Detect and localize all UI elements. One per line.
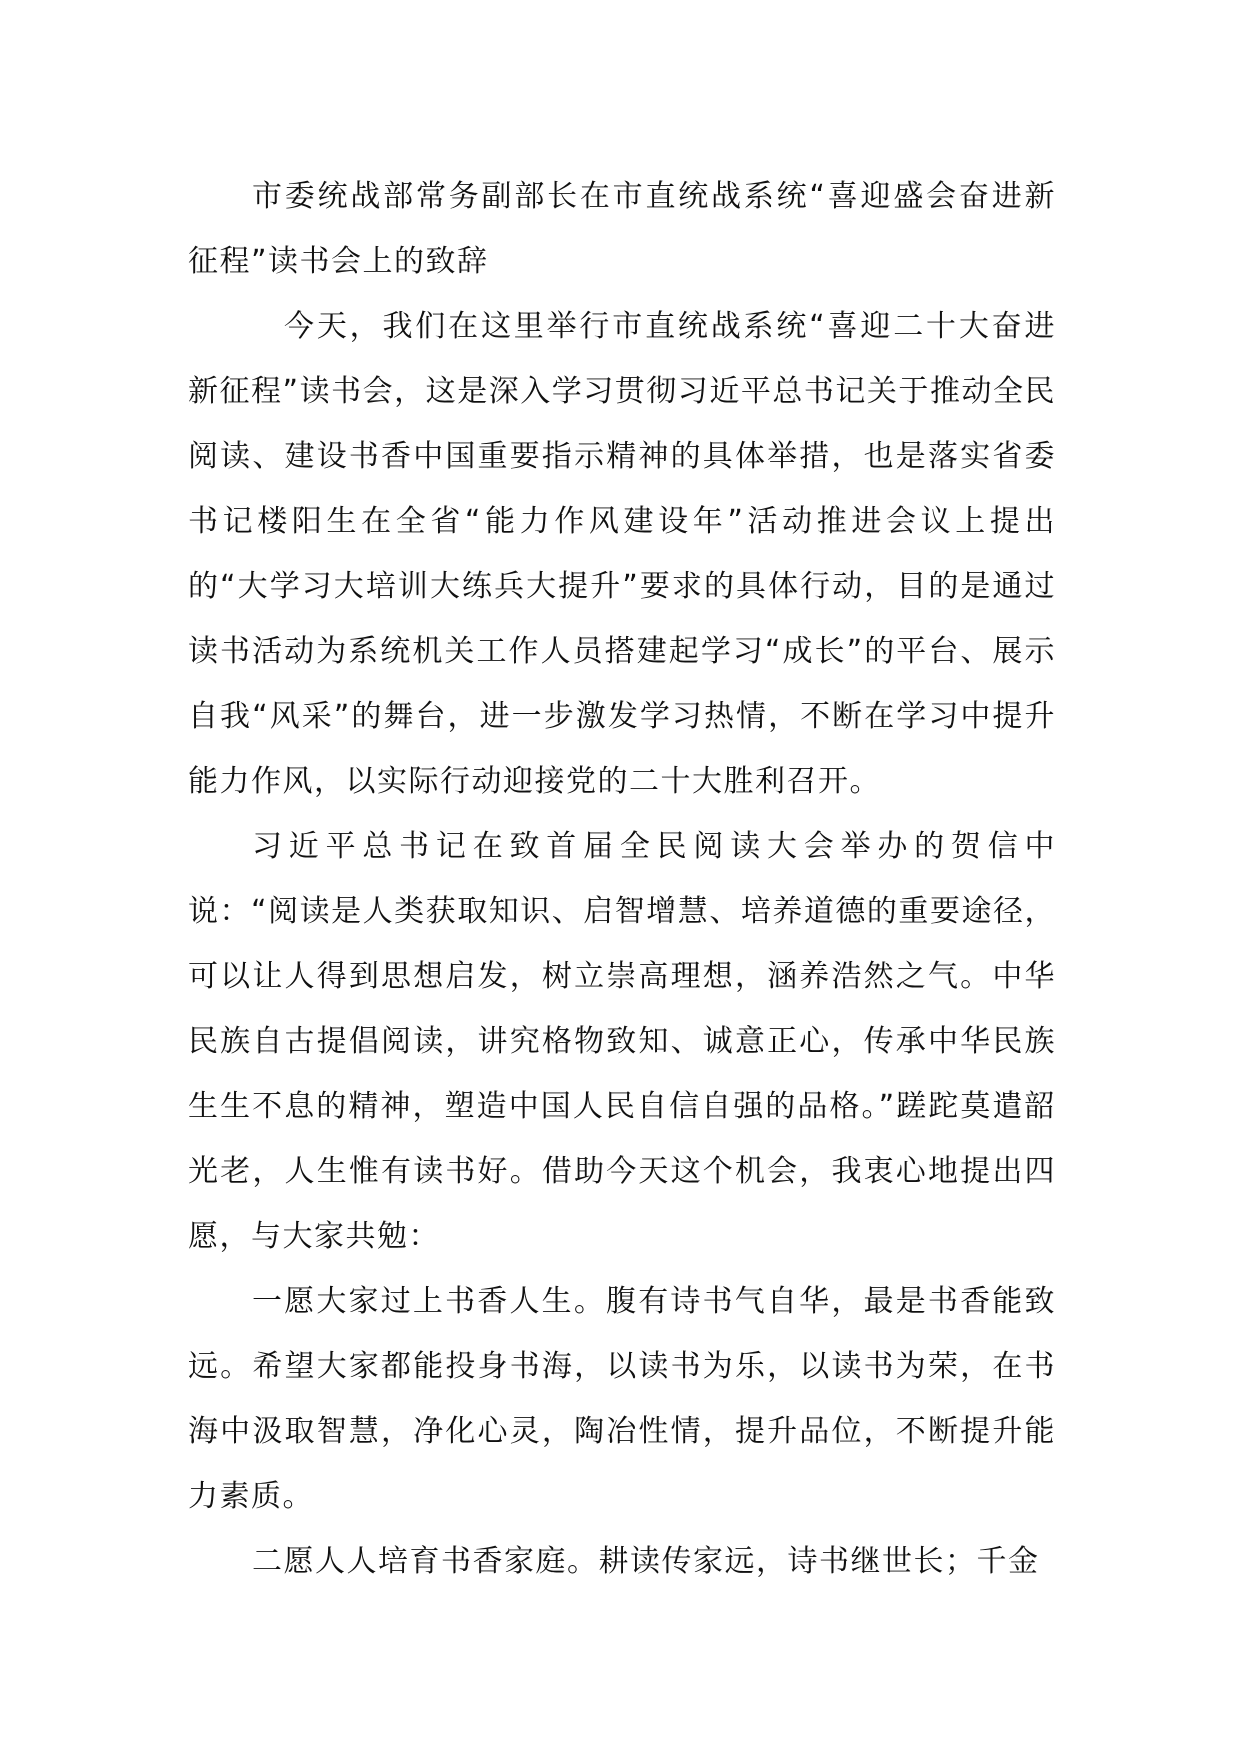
paragraph-wish-one: 一愿大家过上书香人生。腹有诗书气自华，最是书香能致远。希望大家都能投身书海，以读书为乐，以读书为荣，在书海中汲取智慧，净化心灵，陶冶性情，提升品位，不断提升能力素质。 [188, 1284, 1056, 1514]
document-title: 市委统战部常务副部长在市直统战系统“喜迎盛会奋进新征程”读书会上的致辞 [188, 179, 1056, 279]
paragraph-opening: 今天，我们在这里举行市直统战系统“喜迎二十大奋进新征程”读书会，这是深入学习贯彻习近平总书记关于推动全民阅读、建设书香中国重要指示精神的具体举措，也是落实省委书记楼阳生在全省“能力作风建设年”活动推进会议上提出的“大学习大培训大练兵大提升”要求的具体行动，目的是通过读书活动为系统机关工作人员搭建起学习“成长”的平台、展示自我“风采”的舞台，进一步激发学习热情，不断在学习中提升能力作风，以实际行动迎接党的二十大胜利召开。 [188, 309, 1056, 799]
document-body [188, 164, 1056, 1594]
paragraph-quote: 习近平总书记在致首届全民阅读大会举办的贺信中说：“阅读是人类获取知识、启智增慧、培养道德的重要途径，可以让人得到思想启发，树立崇高理想，涵养浩然之气。中华民族自古提倡阅读，讲究格物致知、诚意正心，传承中华民族生生不息的精神，塑造中国人民自信自强的品格。”蹉跎莫遣韶光老，人生惟有读书好。借助今天这个机会，我衷心地提出四愿，与大家共勉： [188, 829, 1056, 1254]
paragraph-wish-two: 二愿人人培育书香家庭。耕读传家远，诗书继世长；千金 [252, 1544, 1040, 1579]
